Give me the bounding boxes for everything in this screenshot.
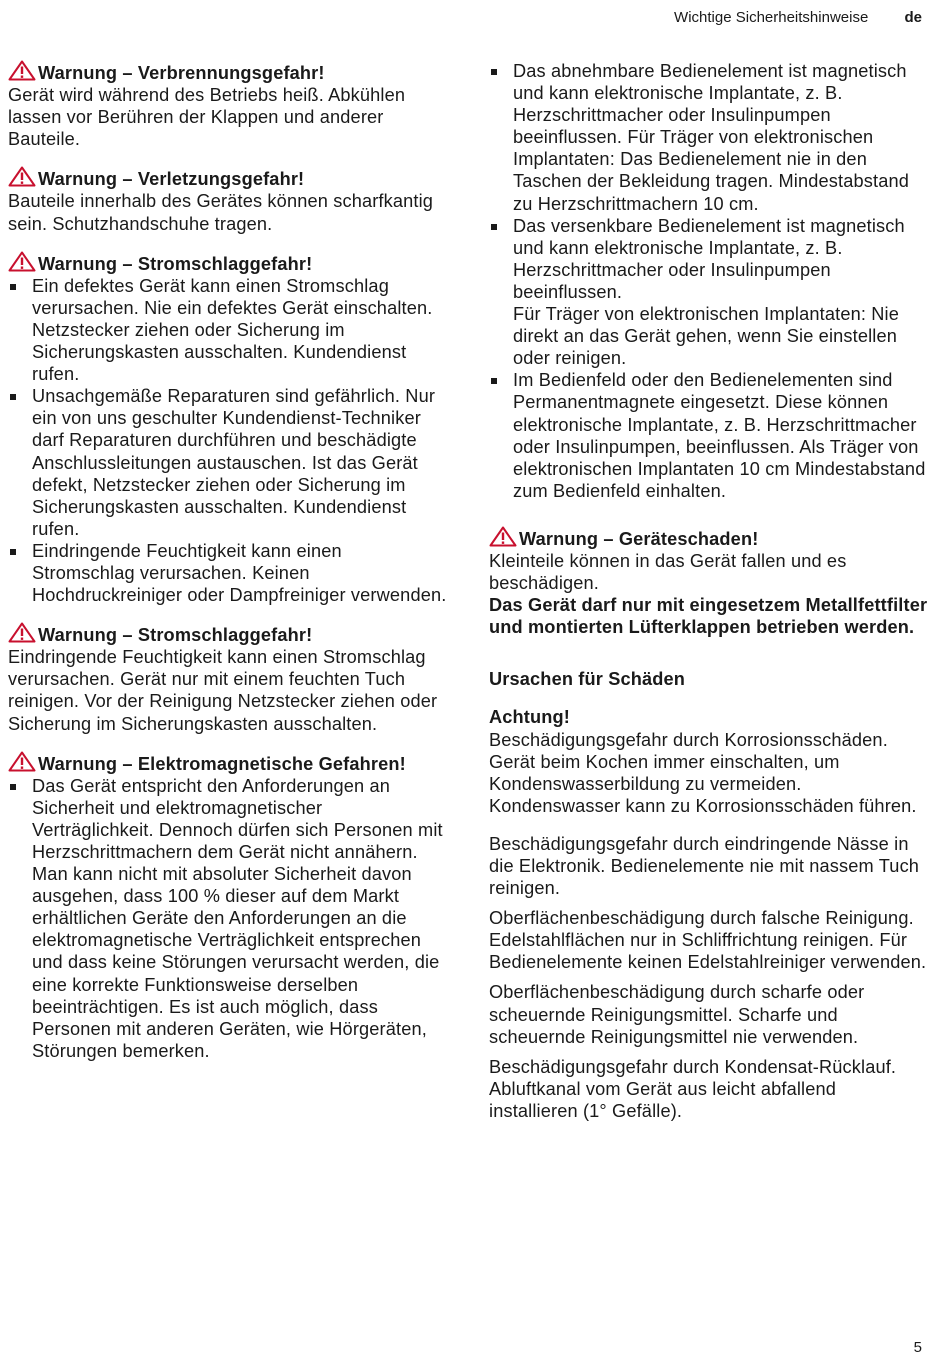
list-item: Eindringende Feuchtigkeit kann einen Stromschlag verursachen. Keinen Hochdruckreiniger oder Dampfreiniger verwenden. xyxy=(8,540,448,606)
warning-bold-text: Das Gerät darf nur mit eingesetzem Metallfettfilter und montierten Lüfterklappen betrieben werden. xyxy=(489,595,928,638)
list-item xyxy=(489,215,929,370)
warning-text: Gerät wird während des Betriebs heiß. Abkühlen lassen vor Berühren der Klappen und anderer Bauteile. xyxy=(8,85,406,150)
left-column xyxy=(8,60,448,1078)
list-item: Im Bedienfeld oder den Bedienelementen sind Permanentmagnete eingesetzt. Diese können elektronische Implantate, z. B. Herzschrittmacher oder Insulinpumpen, beeinflussen. Als Träger von elektronischen Implantaten 10 cm Mindestabstand zum Bedienfeld einhalten. xyxy=(489,369,929,502)
warning-triangle-icon xyxy=(8,751,36,772)
list-item: Ein defektes Gerät kann einen Stromschlag verursachen. Nie ein defektes Gerät einschalten. Netzstecker ziehen oder Sicherung im Sicherungskasten ausschalten. Kundendienst rufen. xyxy=(8,275,448,385)
warning-electric-shock xyxy=(8,251,448,607)
list-item-extra: Für Träger von elektronischen Implantaten: Nie direkt an das Gerät gehen, wenn Sie einstellen oder reinigen. xyxy=(513,304,899,369)
warning-electric-shock-2 xyxy=(8,622,448,734)
warning-text: Bauteile innerhalb des Gerätes können scharfkantig sein. Schutzhandschuhe tragen. xyxy=(8,191,434,234)
damage-paragraph: Beschädigungsgefahr durch Kondensat-Rücklauf. Abluftkanal vom Gerät aus leicht abfallend installieren (1° Gefälle). xyxy=(489,1056,897,1121)
warning-triangle-icon xyxy=(8,166,36,187)
warning-burn xyxy=(8,60,448,150)
warning-device-damage xyxy=(489,526,929,638)
warning-heading: Warnung – Verletzungsgefahr! xyxy=(38,169,305,190)
warning-heading: Warnung – Stromschlaggefahr! xyxy=(38,625,313,646)
warning-list xyxy=(8,775,448,1062)
list-item: Unsachgemäße Reparaturen sind gefährlich. Nur ein von uns geschulter Kundendienst-Techniker darf Reparaturen durchführen und beschädigte Anschlussleitungen austauschen. Ist das Gerät defekt, Netzstecker ziehen oder Sicherung im Sicherungskasten ausschalten. Kundendienst rufen. xyxy=(8,385,448,540)
warning-electromagnetic xyxy=(8,751,448,1062)
page-number: 5 xyxy=(913,1339,922,1356)
header-title: Wichtige Sicherheitshinweise xyxy=(674,9,869,26)
section-title: Ursachen für Schäden xyxy=(489,669,686,690)
page-header xyxy=(674,9,922,26)
warning-injury xyxy=(8,166,448,234)
warning-triangle-icon xyxy=(8,60,36,81)
warning-text: Eindringende Feuchtigkeit kann einen Stromschlag verursachen. Gerät nur mit einem feuchten Tuch reinigen. Vor der Reinigung Netzstecker ziehen oder Sicherung im Sicherungskasten ausschalten. xyxy=(8,647,438,734)
attention-heading: Achtung! xyxy=(489,707,571,728)
list-item: Das abnehmbare Bedienelement ist magnetisch und kann elektronische Implantate, z. B. Herzschrittmacher oder Insulinpumpen beeinflussen. Für Träger von elektronischen Implantaten: Das Bedienelement nie in den Taschen der Bekleidung tragen. Mindestabstand zu Herzschrittmachern 10 cm. xyxy=(489,60,929,215)
header-lang: de xyxy=(904,9,922,26)
damage-paragraph: Oberflächenbeschädigung durch falsche Reinigung. Edelstahlflächen nur in Schliffrichtung reinigen. Für Bedienelemente keinen Edelstahlreiniger verwenden. xyxy=(489,908,927,973)
warning-heading: Warnung – Stromschlaggefahr! xyxy=(38,253,313,274)
list-item-text: Das versenkbare Bedienelement ist magnetisch und kann elektronische Implantate, z. B. Herzschrittmacher oder Insulinpumpen beeinflussen. xyxy=(513,215,905,302)
warning-triangle-icon xyxy=(8,251,36,272)
warning-heading: Warnung – Elektromagnetische Gefahren! xyxy=(38,753,406,774)
magnet-list xyxy=(489,60,929,502)
warning-triangle-icon xyxy=(8,622,36,643)
right-column xyxy=(489,60,929,1134)
warning-text: Kleinteile können in das Gerät fallen und es beschädigen. xyxy=(489,550,847,594)
damage-paragraph: Oberflächenbeschädigung durch scharfe oder scheuernde Reinigungsmittel. Scharfe und scheuernde Reinigungsmittel nie verwenden. xyxy=(489,982,865,1047)
warning-heading: Warnung – Geräteschaden! xyxy=(519,528,759,549)
warning-heading: Warnung – Verbrennungsgefahr! xyxy=(38,63,325,83)
warning-list xyxy=(8,275,448,606)
damage-paragraph: Beschädigungsgefahr durch eindringende Nässe in die Elektronik. Bedienelemente nie mit nassem Tuch reinigen. xyxy=(489,833,920,899)
list-item: Das Gerät entspricht den Anforderungen an Sicherheit und elektromagnetischer Verträglichkeit. Dennoch dürfen sich Personen mit Herzschrittmachern dem Gerät nicht annähern. Man kann nicht mit absoluter Sicherheit davon ausgehen, dass 100 % dieser auf dem Markt erhältlichen Geräte den Anforderungen an die elektromagnetische Verträglichkeit entsprechen und dass keine Störungen verursacht werden, die eine korrekte Funktionsweise derselben beeinträchtigen. Es ist auch möglich, dass Personen mit anderen Geräten, wie Hörgeräten, Störungen bemerken. xyxy=(8,775,448,1062)
damage-paragraph: Beschädigungsgefahr durch Korrosionsschäden. Gerät beim Kochen immer einschalten, um Kondenswasserbildung zu vermeiden. Kondenswasser kann zu Korrosionsschäden führen. xyxy=(489,729,917,816)
warning-triangle-icon xyxy=(489,526,517,547)
